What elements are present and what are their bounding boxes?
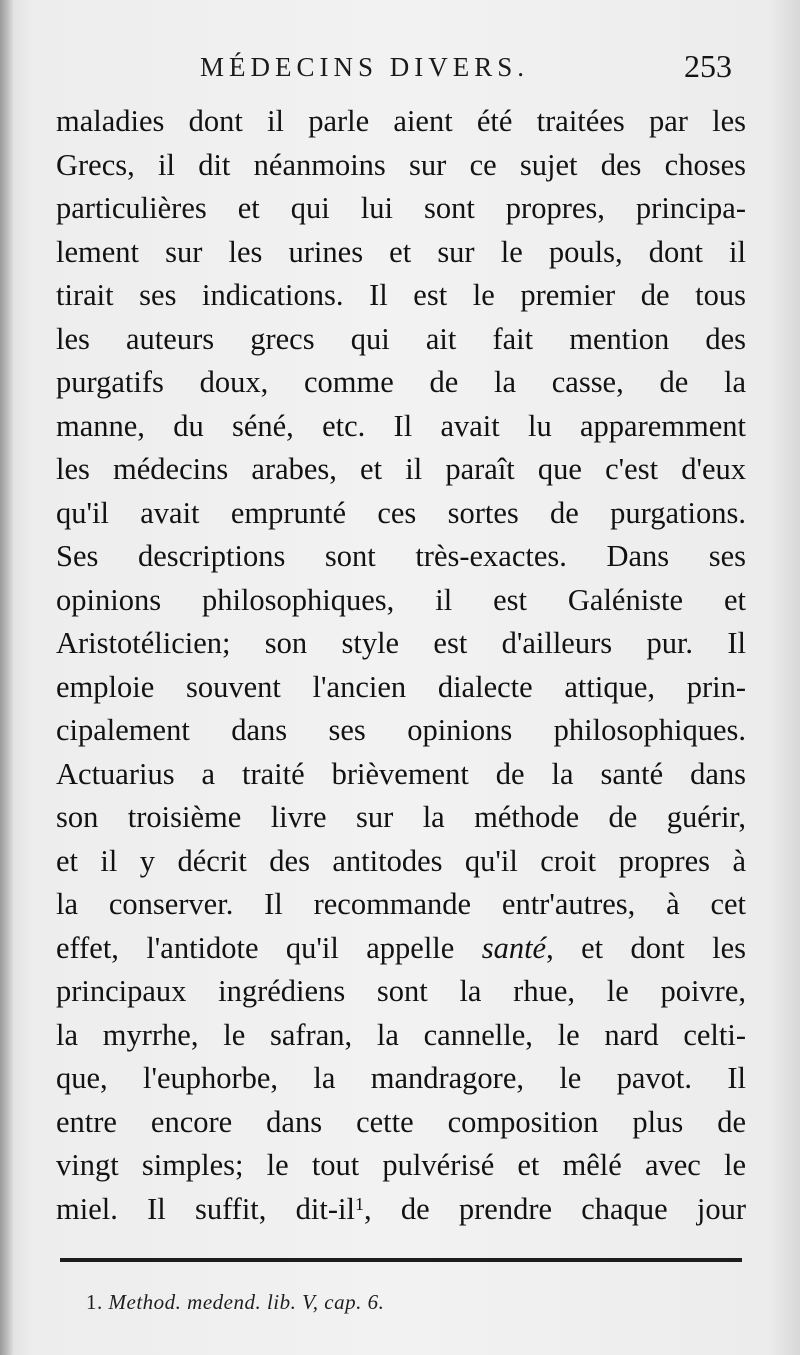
text-line: Actuarius a traité brièvement de la santé dans <box>56 756 746 791</box>
footnote-text: Method. medend. lib. V, cap. 6. <box>108 1290 385 1314</box>
line-text: , de prendre chaque jour <box>363 1191 746 1226</box>
text-line: Ses descriptions sont très-exactes. Dans ses <box>56 539 746 573</box>
text-line: principaux ingrédiens sont la rhue, le poivre, <box>56 974 746 1008</box>
running-head <box>0 48 800 88</box>
text-line: vingt simples; le tout pulvérisé et mêlé avec le <box>56 1148 746 1182</box>
text-line: purgatifs doux, comme de la casse, de la <box>56 365 746 399</box>
footnote-rule <box>60 1258 742 1262</box>
running-title: MÉDECINS DIVERS. <box>200 52 530 82</box>
line-text: effet, l'antidote qu'il appelle <box>56 930 455 965</box>
footnote-reference: 1 <box>354 1193 364 1214</box>
page-number: 253 <box>684 48 732 84</box>
text-line: et il y décrit des antitodes qu'il croit propres à <box>56 843 746 878</box>
text-line: qu'il avait emprunté ces sortes de purgations. <box>56 495 746 530</box>
footnote-marker: 1. <box>86 1290 103 1314</box>
text-line: opinions philosophiques, il est Galéniste et <box>56 582 746 617</box>
text-line: Aristotélicien; son style est d'ailleurs pur. Il <box>56 626 746 660</box>
line-text: miel. Il suffit, dit-il <box>56 1191 355 1226</box>
text-line: les médecins arabes, et il paraît que c'est d'eux <box>56 452 746 486</box>
text-line: les auteurs grecs qui ait fait mention des <box>56 321 746 356</box>
text-line: que, l'euphorbe, la mandragore, le pavot. Il <box>56 1061 746 1095</box>
text-line: emploie souvent l'ancien dialecte attique, prin- <box>56 669 746 704</box>
text-line: Grecs, il dit néanmoins sur ce sujet des choses <box>56 147 746 182</box>
text-line <box>56 927 746 971</box>
footnote <box>86 1290 384 1315</box>
text-line: la myrrhe, le safran, la cannelle, le nard celti- <box>56 1017 746 1052</box>
page-edge-shadow <box>0 0 14 1355</box>
text-line <box>56 1188 746 1232</box>
text-line: maladies dont il parle aient été traitées par les <box>56 104 746 138</box>
text-line: lement sur les urines et sur le pouls, dont il <box>56 234 746 269</box>
italic-term: santé <box>481 930 547 965</box>
text-line: son troisième livre sur la méthode de guérir, <box>56 800 746 834</box>
text-line: cipalement dans ses opinions philosophiques. <box>56 713 746 747</box>
text-line: la conserver. Il recommande entr'autres, à cet <box>56 887 746 921</box>
text-line: entre encore dans cette composition plus de <box>56 1104 746 1139</box>
text-line: particulières et qui lui sont propres, principa- <box>56 191 746 225</box>
body-text <box>56 100 746 1231</box>
text-line: manne, du séné, etc. Il avait lu apparemment <box>56 408 746 443</box>
line-text: , et dont les <box>546 930 746 965</box>
text-line: tirait ses indications. Il est le premier de tous <box>56 278 746 312</box>
